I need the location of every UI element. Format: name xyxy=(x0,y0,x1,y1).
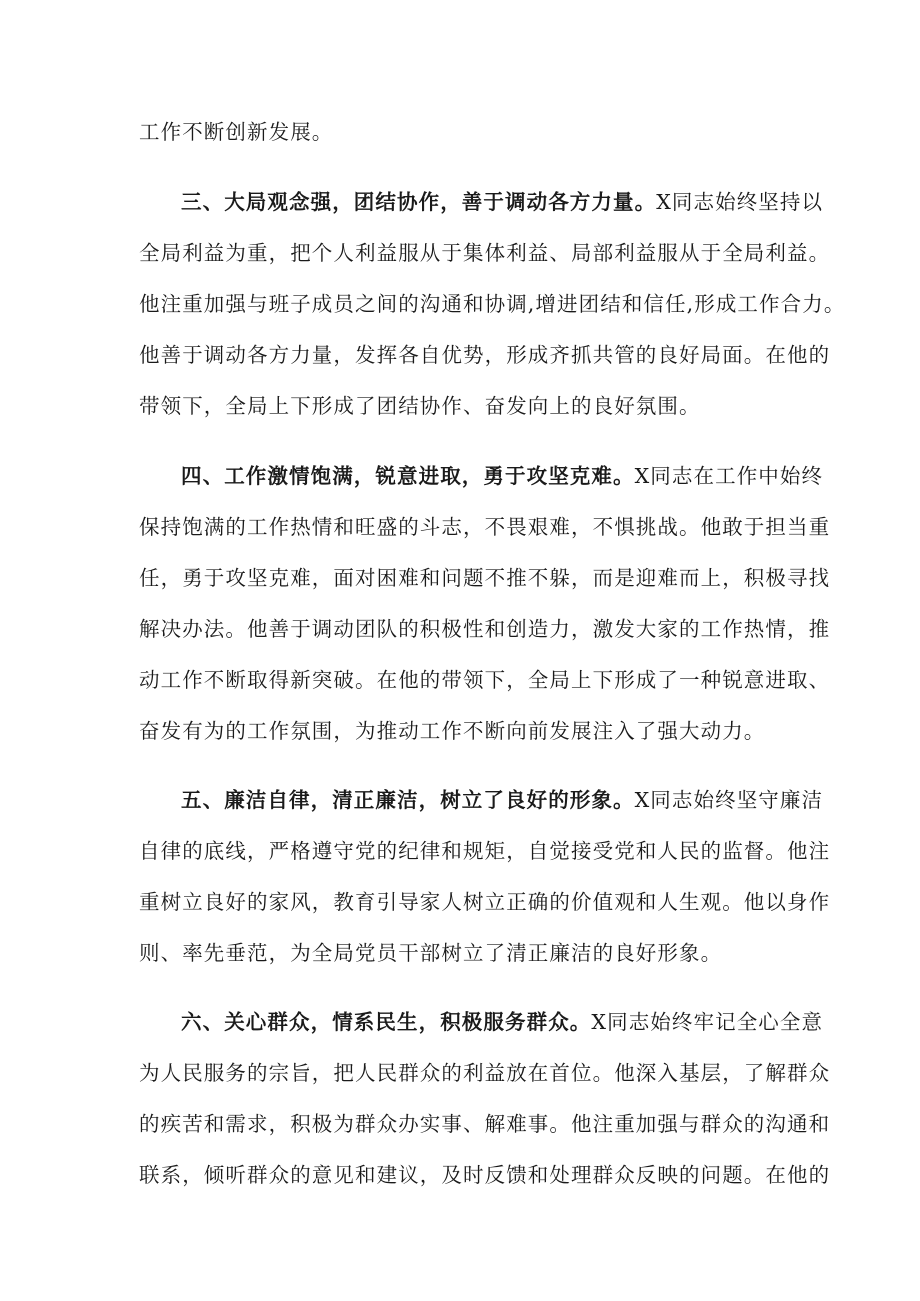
paragraph-line: 则、率先垂范，为全局党员干部树立了清正廉洁的良好形象。 xyxy=(139,941,723,965)
paragraph-line: 他注重加强与班子成员之间的沟通和协调,增进团结和信任,形成工作合力。 xyxy=(139,292,846,316)
paragraph-line: 为人民服务的宗旨，把人民群众的利益放在首位。他深入基层，了解群众 xyxy=(139,1061,831,1085)
paragraph-text: X同志始终坚持以 xyxy=(656,190,824,214)
paragraph-line: 奋发有为的工作氛围，为推动工作不断向前发展注入了强大动力。 xyxy=(139,719,766,743)
paragraph-line: 自律的底线，严格遵守党的纪律和规矩，自觉接受党和人民的监督。他注 xyxy=(139,839,831,863)
paragraph-line: 保持饱满的工作热情和旺盛的斗志，不畏艰难，不惧挑战。他敢于担当重 xyxy=(139,515,831,539)
paragraph-line: 任，勇于攻坚克难，面对困难和问题不推不躲，而是迎难而上，积极寻找 xyxy=(139,566,831,590)
section-heading: 三、大局观念强，团结协作，善于调动各方力量。 xyxy=(181,190,657,214)
section-heading: 六、关心群众，情系民生，积极服务群众。 xyxy=(181,1010,592,1034)
paragraph-line: 工作不断创新发展。 xyxy=(139,120,334,144)
section-heading: 五、廉洁自律，清正廉洁，树立了良好的形象。 xyxy=(181,788,635,812)
paragraph-text: X同志始终牢记全心全意 xyxy=(591,1010,824,1034)
paragraph-line: 全局利益为重，把个人利益服从于集体利益、局部利益服从于全局利益。 xyxy=(139,241,831,265)
paragraph-heading-line xyxy=(139,461,824,491)
paragraph-line: 的疾苦和需求，积极为群众办实事、解难事。他注重加强与群众的沟通和 xyxy=(139,1112,831,1136)
paragraph-line: 动工作不断取得新突破。在他的带领下，全局上下形成了一种锐意进取、 xyxy=(139,668,831,692)
section-heading: 四、工作激情饱满，锐意进取，勇于攻坚克难。 xyxy=(181,464,635,488)
paragraph-line: 解决办法。他善于调动团队的积极性和创造力，激发大家的工作热情，推 xyxy=(139,617,831,641)
paragraph-text: X同志始终坚守廉洁 xyxy=(634,788,824,812)
paragraph-heading-line xyxy=(139,785,824,815)
paragraph-text: X同志在工作中始终 xyxy=(634,464,824,488)
paragraph-heading-line xyxy=(139,187,824,217)
paragraph-line: 重树立良好的家风，教育引导家人树立正确的价值观和人生观。他以身作 xyxy=(139,890,831,914)
paragraph-line: 带领下，全局上下形成了团结协作、奋发向上的良好氛围。 xyxy=(139,394,701,418)
paragraph-line: 联系，倾听群众的意见和建议，及时反馈和处理群众反映的问题。在他的 xyxy=(139,1163,831,1187)
paragraph-line: 他善于调动各方力量，发挥各自优势，形成齐抓共管的良好局面。在他的 xyxy=(139,343,831,367)
paragraph-heading-line xyxy=(139,1007,824,1037)
